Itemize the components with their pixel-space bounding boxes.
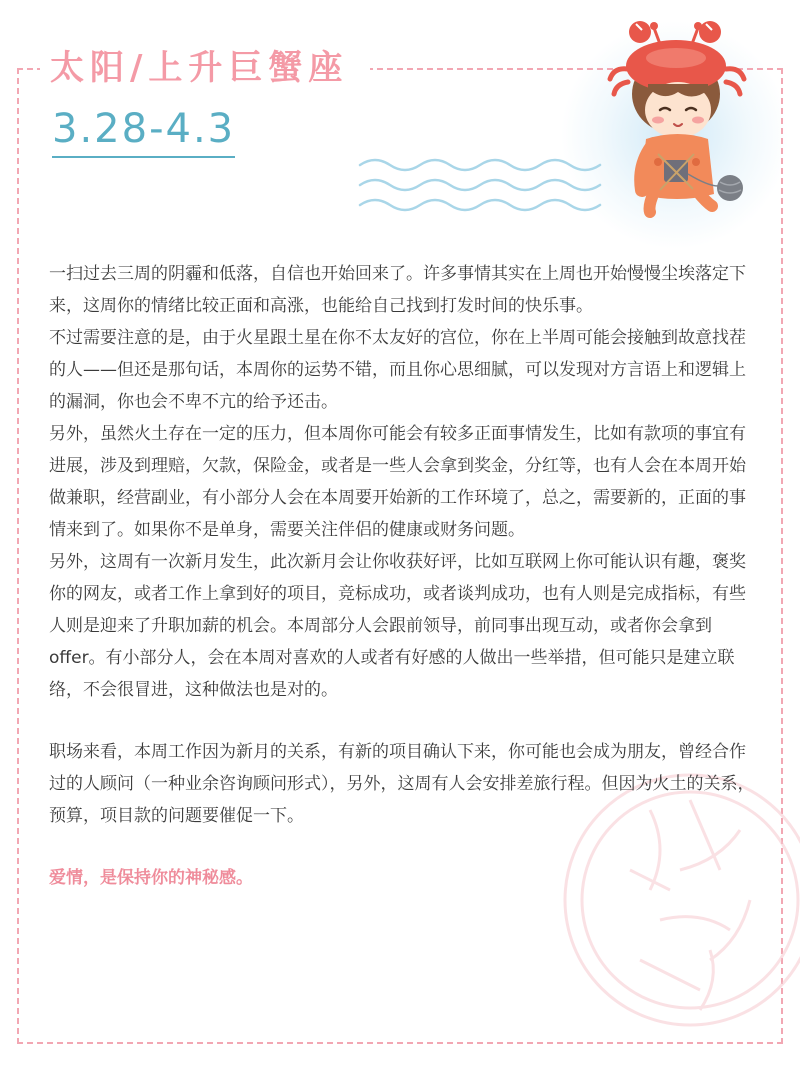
paragraph-4: 另外，这周有一次新月发生，此次新月会让你收获好评，比如互联网上你可能认识有趣，褒奖你的网友，或者工作上拿到好的项目，竞标成功，或者谈判成功，也有人则是完成指标，有些人则是迎来了升职加薪的机会。本周部分人会跟前领导，前同事出现互动，或者你会拿到offer。有小部分人，会在本周对喜欢的人或者有好感的人做出一些举措，但可能只是建立联络，不会很冒进，这种做法也是对的。 xyxy=(49,552,746,700)
wave-lines-decoration xyxy=(355,150,625,220)
page-title: 太阳/上升巨蟹座 xyxy=(50,48,349,88)
spacer xyxy=(49,832,761,862)
paragraph-5: 职场来看，本周工作因为新月的关系，有新的项目确认下来，你可能也会成为朋友，曾经合作过的人顾问（一种业余咨询顾问形式），另外，这周有人会安排差旅行程。但因为火土的关系，预算，项目款的问题要催促一下。 xyxy=(49,742,755,826)
paragraph-3: 另外，虽然火土存在一定的压力，但本周你可能会有较多正面事情发生，比如有款项的事宜有进展，涉及到理赔，欠款，保险金，或者是一些人会拿到奖金，分红等，也有人会在本周开始做兼职，经营副业，有小部分人会在本周要开始新的工作环境了，总之，需要新的，正面的事情来到了。如果你不是单身，需要关注伴侣的健康或财务问题。 xyxy=(49,424,746,540)
spacer xyxy=(49,706,761,736)
paragraph-2: 不过需要注意的是，由于火星跟土星在你不太友好的宫位，你在上半周可能会接触到故意找茬的人——但还是那句话，本周你的运势不错，而且你心思细腻，可以发现对方言语上和逻辑上的漏洞，你也会不卑不亢的给予还击。 xyxy=(49,328,746,412)
date-range: 3.28-4.3 xyxy=(52,104,235,158)
paragraph-1: 一扫过去三周的阴霾和低落，自信也开始回来了。许多事情其实在上周也开始慢慢尘埃落定下来，这周你的情绪比较正面和高涨，也能给自己找到打发时间的快乐事。 xyxy=(49,264,746,316)
love-line: 爱情，是保持你的神秘感。 xyxy=(49,868,253,888)
article-body xyxy=(49,258,761,894)
cancer-mascot-illustration xyxy=(598,14,758,219)
